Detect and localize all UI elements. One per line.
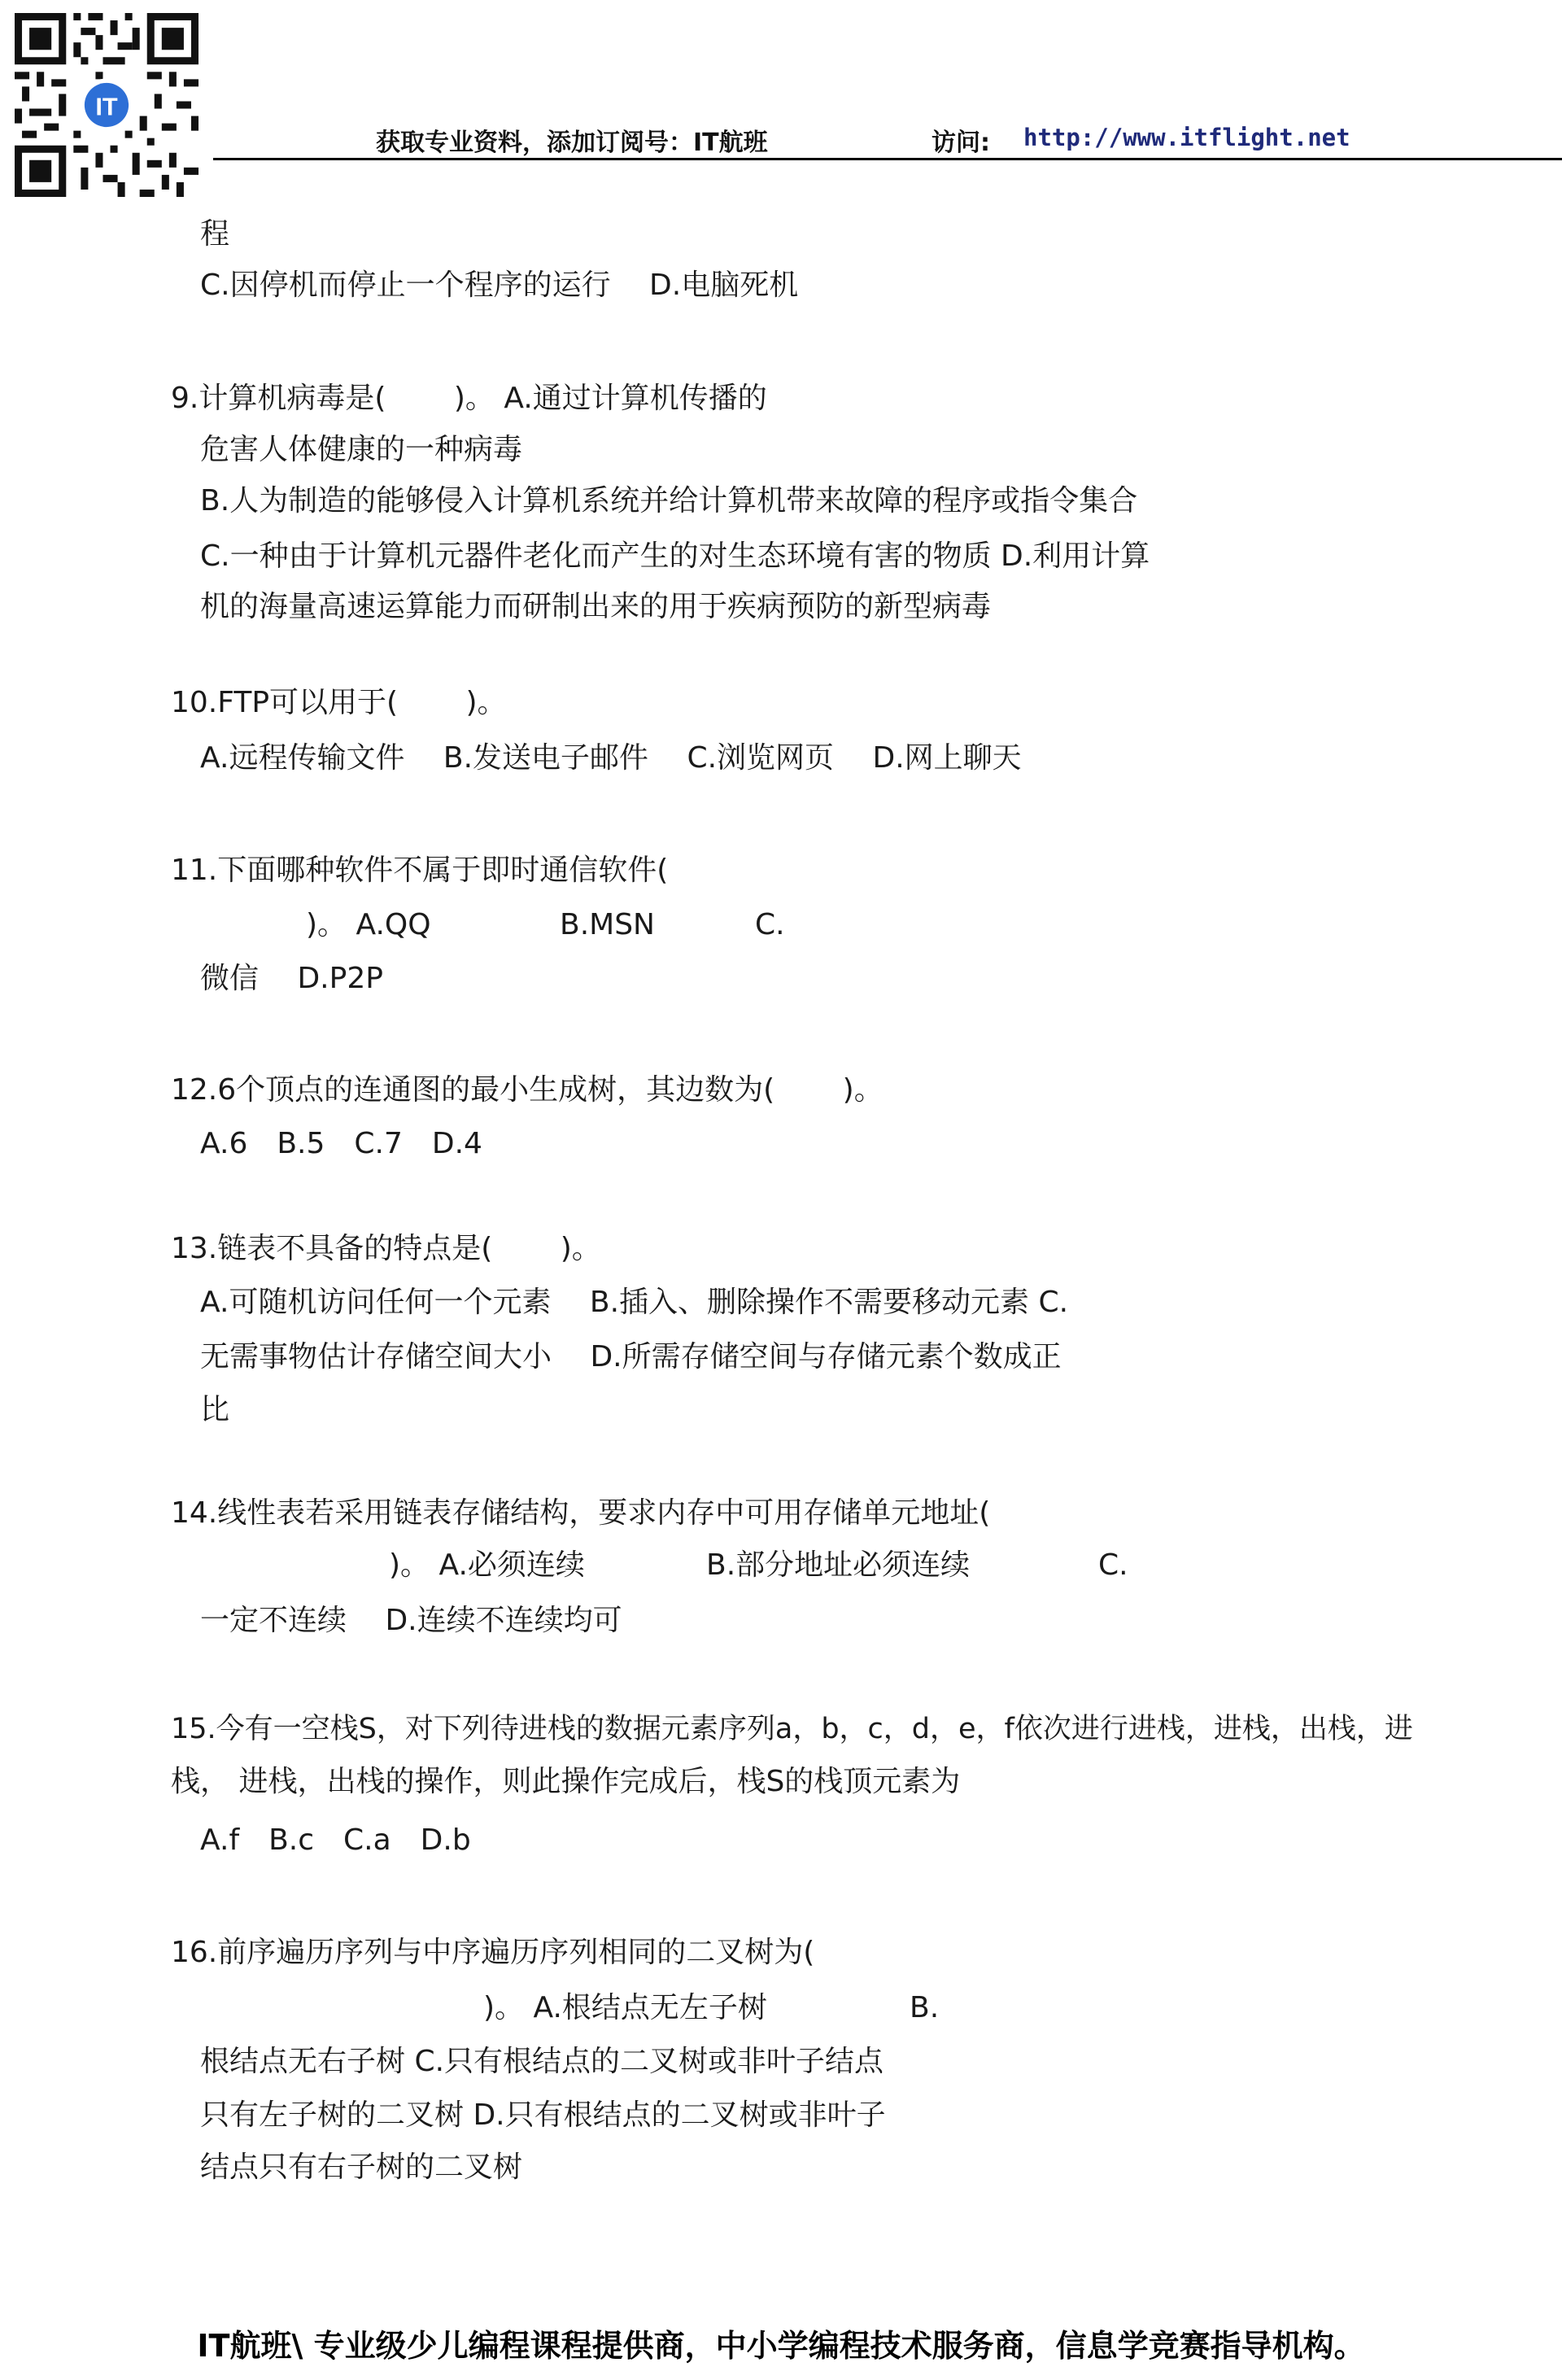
option-line: B. [910,1991,940,2024]
question-11: 11.下面哪种软件不属于即时通信软件( [171,854,669,887]
question-13: 13.链表不具备的特点是( )。 [171,1232,601,1265]
option-line: A.可随机访问任何一个元素 B.插入、删除操作不需要移动元素 C. [200,1286,1069,1319]
option-line: )。 A.根结点无左子树 [483,1991,767,2024]
text-line: 结点只有右子树的二叉树 [200,2151,523,2184]
option-line: 根结点无右子树 C.只有根结点的二叉树或非叶子结点 [200,2045,884,2078]
text-line: 危害人体健康的一种病毒 [200,433,523,466]
text-line: 比 [200,1393,230,1426]
footer-text: IT航班\ 专业级少儿编程课程提供商，中小学编程技术服务商，信息学竞赛指导机构。 [197,2328,1365,2364]
header-visit-label: 访问: [932,129,990,157]
text-line: 程 [200,217,230,251]
question-15: 15.今有一空栈S，对下列待进栈的数据元素序列a，b，c，d，e，f依次进行进栈，进栈，出栈，进 [171,1713,1413,1745]
question-12: 12.6个顶点的连通图的最小生成树，其边数为( )。 [171,1073,884,1107]
option-line: A.6 B.5 C.7 D.4 [200,1127,482,1160]
option-line: B.人为制造的能够侵入计算机系统并给计算机带来故障的程序或指令集合 [200,484,1138,517]
question-16: 16.前序遍历序列与中序遍历序列相同的二叉树为( [171,1936,815,1969]
option-line: C.一种由于计算机元器件老化而产生的对生态环境有害的物质 D.利用计算 [200,539,1150,573]
option-line: 微信 D.P2P [200,962,383,995]
logo-text: IT [95,92,118,121]
header-url-link[interactable]: http://www.itflight.net [1023,124,1350,151]
option-line: 无需事物估计存储空间大小 D.所需存储空间与存储元素个数成正 [200,1340,1062,1373]
option-line: C. [1098,1548,1128,1582]
option-line: C. [755,908,785,941]
option-line: B.部分地址必须连续 [706,1548,971,1582]
question-14: 14.线性表若采用链表存储结构，要求内存中可用存储单元地址( [171,1496,991,1530]
header-promo: 获取专业资料，添加订阅号：IT航班 [376,129,768,157]
option-line: A.远程传输文件 B.发送电子邮件 C.浏览网页 D.网上聊天 [200,741,1022,775]
question-9: 9.计算机病毒是( )。 A.通过计算机传播的 [171,382,767,415]
qr-code [15,13,199,197]
option-line: B.MSN [560,908,655,941]
text-line: C.因停机而停止一个程序的运行 D.电脑死机 [200,269,799,302]
option-line: )。 A.QQ [306,908,431,941]
option-line: 一定不连续 D.连续不连续均可 [200,1604,622,1637]
header-divider [213,158,1562,160]
text-line: 机的海量高速运算能力而研制出来的用于疾病预防的新型病毒 [200,590,992,623]
option-line: A.f B.c C.a D.b [200,1823,471,1857]
option-line: 只有左子树的二叉树 D.只有根结点的二叉树或非叶子 [200,2098,886,2132]
text-line: 栈， 进栈，出栈的操作，则此操作完成后，栈S的栈顶元素为 [171,1765,961,1798]
option-line: )。 A.必须连续 [389,1548,585,1582]
question-10: 10.FTP可以用于( )。 [171,686,507,719]
